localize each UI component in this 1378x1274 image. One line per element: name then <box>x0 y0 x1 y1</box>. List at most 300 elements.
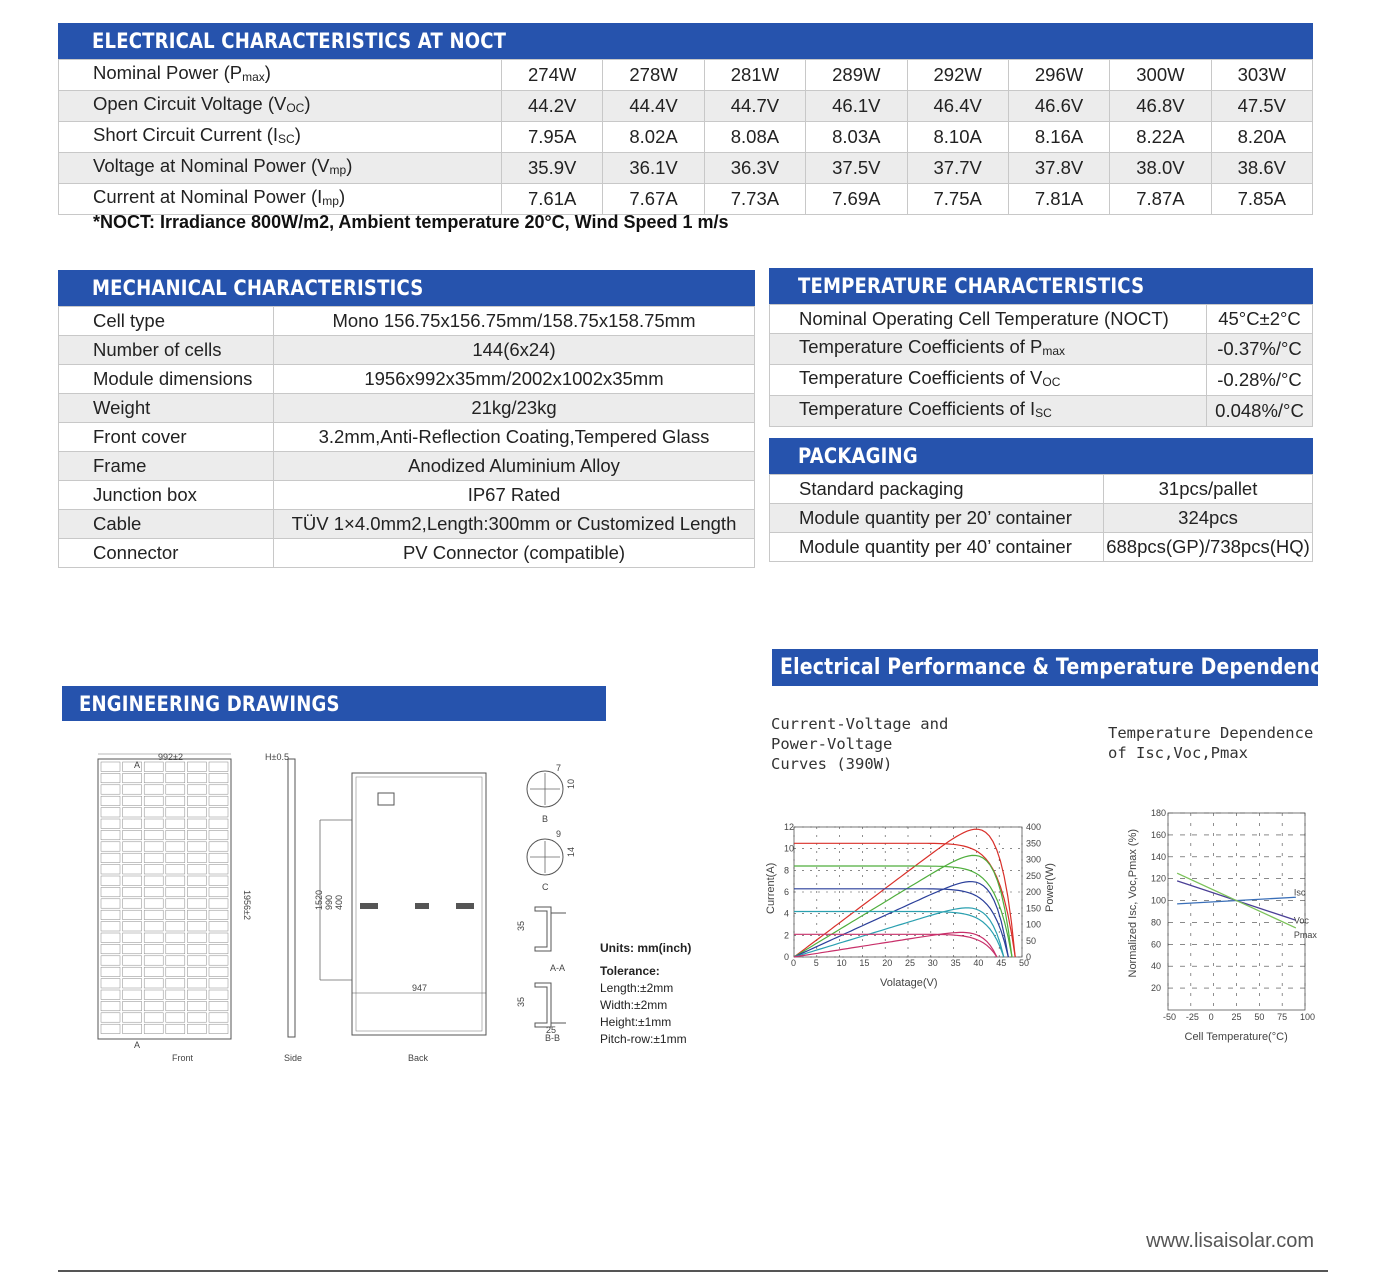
section-details <box>516 763 576 1043</box>
row-value: 8.08A <box>704 122 805 153</box>
row-value: 37.7V <box>907 153 1008 184</box>
svg-text:C: C <box>542 882 549 892</box>
label-subscript: SC <box>1035 406 1052 420</box>
row-value: 8.10A <box>907 122 1008 153</box>
solar-cell <box>123 830 142 839</box>
solar-cell <box>209 967 228 976</box>
table-row <box>59 423 755 452</box>
solar-cell <box>187 876 206 885</box>
y-tick-label: 0 <box>784 952 790 962</box>
solar-cell <box>101 899 120 908</box>
table-row <box>770 305 1313 334</box>
x-tick-label: 35 <box>950 958 961 968</box>
solar-cell <box>166 899 185 908</box>
solar-cell <box>101 910 120 919</box>
table-row <box>770 533 1313 562</box>
y-tick-label: 20 <box>1151 983 1162 994</box>
row-value: 278W <box>603 60 704 91</box>
row-label <box>59 60 502 91</box>
x-tick-label: 30 <box>927 958 938 968</box>
temp-chart <box>1120 805 1320 1045</box>
row-label <box>770 334 1207 365</box>
solar-cell <box>123 796 142 805</box>
y2-tick-label: 100 <box>1026 919 1042 930</box>
svg-text:947: 947 <box>412 983 428 993</box>
back-label: Back <box>408 1053 429 1063</box>
row-label <box>770 365 1207 396</box>
solar-cell <box>144 796 163 805</box>
y2-tick-label: 300 <box>1026 854 1042 865</box>
solar-cell <box>209 773 228 782</box>
solar-cell <box>101 830 120 839</box>
y-tick-label: 4 <box>784 908 790 919</box>
row-value: 38.6V <box>1211 153 1312 184</box>
label-text: Temperature Coefficients of I <box>799 398 1036 419</box>
y-tick-label: 140 <box>1151 851 1167 862</box>
svg-text:B: B <box>542 814 549 824</box>
x-tick-label: 20 <box>882 958 893 968</box>
y-tick-label: 80 <box>1151 917 1162 928</box>
label-text: Open Circuit Voltage (V <box>93 93 287 114</box>
solar-cell <box>209 830 228 839</box>
solar-cell <box>144 808 163 817</box>
solar-cell <box>123 1001 142 1010</box>
table-row <box>59 184 1313 215</box>
solar-cell <box>101 808 120 817</box>
solar-cell <box>101 785 120 794</box>
front-height-dim: 1956±2 <box>242 890 252 920</box>
table-row <box>59 336 755 365</box>
y2-tick-label: 0 <box>1026 952 1032 962</box>
y-tick-label: 8 <box>784 865 790 876</box>
y-tick-label: 100 <box>1151 895 1167 906</box>
row-value: PV Connector (compatible) <box>274 539 755 568</box>
y2-axis-label: Power(W) <box>1044 863 1056 912</box>
solar-cell <box>123 956 142 965</box>
solar-cell <box>209 762 228 771</box>
y-tick-label: 60 <box>1151 939 1162 950</box>
solar-cell <box>187 899 206 908</box>
row-label: Weight <box>59 394 274 423</box>
table-row <box>59 307 755 336</box>
row-value: 37.5V <box>806 153 907 184</box>
label-subscript: max <box>1042 344 1066 358</box>
solar-cell <box>123 933 142 942</box>
row-label: Junction box <box>59 481 274 510</box>
y-axis-label: Current(A) <box>765 862 777 914</box>
table-row <box>59 539 755 568</box>
row-label: Cable <box>59 510 274 539</box>
row-value: 46.1V <box>806 91 907 122</box>
y-tick-label: 10 <box>784 843 795 854</box>
solar-cell <box>123 808 142 817</box>
engineering-header: ENGINEERING DRAWINGS <box>62 686 606 721</box>
solar-cell <box>144 762 163 771</box>
y-tick-label: 12 <box>784 822 795 832</box>
row-value: 44.7V <box>704 91 805 122</box>
noct-note: *NOCT: Irradiance 800W/m2, Ambient temperature 20°C, Wind Speed 1 m/s <box>93 212 729 232</box>
table-row <box>59 394 755 423</box>
table-row <box>770 396 1313 427</box>
footer-divider <box>58 1270 1328 1272</box>
label-end: ) <box>264 62 271 83</box>
solar-cell <box>187 796 206 805</box>
solar-cell <box>209 853 228 862</box>
row-value: 44.4V <box>603 91 704 122</box>
solar-cell <box>187 808 206 817</box>
solar-cell <box>144 887 163 896</box>
y2-tick-label: 400 <box>1026 822 1042 832</box>
row-value: 8.16A <box>1008 122 1109 153</box>
table-row <box>59 122 1313 153</box>
solar-cell <box>101 819 120 828</box>
solar-cell <box>166 762 185 771</box>
x-tick-label: 45 <box>996 958 1007 968</box>
series-label: Isc <box>1293 887 1306 898</box>
solar-cell <box>144 865 163 874</box>
row-value: IP67 Rated <box>274 481 755 510</box>
row-value: 1956x992x35mm/2002x1002x35mm <box>274 365 755 394</box>
x-tick-label: 50 <box>1019 958 1030 968</box>
iv-curve <box>794 934 997 957</box>
mechanical-header: MECHANICAL CHARACTERISTICS <box>58 270 755 306</box>
svg-text:10: 10 <box>566 778 576 789</box>
x-tick-label: 0 <box>1208 1012 1214 1022</box>
row-label: Module quantity per 40’ container <box>770 533 1104 562</box>
solar-cell <box>144 1024 163 1033</box>
svg-text:7: 7 <box>556 763 562 773</box>
solar-cell <box>144 990 163 999</box>
engineering-drawings <box>90 745 600 1075</box>
y2-tick-label: 50 <box>1026 935 1037 946</box>
solar-cell <box>166 1001 185 1010</box>
solar-cell <box>209 944 228 953</box>
x-tick-label: 25 <box>905 958 916 968</box>
solar-cell <box>209 796 228 805</box>
side-view <box>265 752 302 1063</box>
row-label: Front cover <box>59 423 274 452</box>
solar-cell <box>209 956 228 965</box>
table-row <box>59 60 1313 91</box>
row-label: Module quantity per 20’ container <box>770 504 1104 533</box>
solar-cell <box>166 990 185 999</box>
solar-cell <box>187 922 206 931</box>
packaging-header: PACKAGING <box>769 438 1313 474</box>
label-subscript: OC <box>1042 375 1061 389</box>
table-row <box>770 334 1313 365</box>
x-tick-label: 50 <box>1254 1012 1265 1022</box>
y2-tick-label: 350 <box>1026 838 1042 849</box>
solar-cell <box>209 819 228 828</box>
solar-cell <box>123 819 142 828</box>
row-value: 36.1V <box>603 153 704 184</box>
solar-cell <box>209 899 228 908</box>
y2-tick-label: 250 <box>1026 870 1042 881</box>
solar-cell <box>123 922 142 931</box>
solar-cell <box>209 922 228 931</box>
solar-cell <box>101 762 120 771</box>
solar-cell <box>123 865 142 874</box>
y2-tick-label: 150 <box>1026 903 1042 914</box>
solar-cell <box>123 887 142 896</box>
solar-cell <box>101 922 120 931</box>
side-label: Side <box>284 1053 303 1063</box>
solar-cell <box>123 990 142 999</box>
label-end: ) <box>304 93 311 114</box>
y-tick-label: 2 <box>784 930 790 941</box>
solar-cell <box>144 922 163 931</box>
solar-cell <box>166 819 185 828</box>
row-value: 31pcs/pallet <box>1104 475 1313 504</box>
solar-cell <box>209 808 228 817</box>
row-value: 7.95A <box>502 122 603 153</box>
row-value: 46.6V <box>1008 91 1109 122</box>
solar-cell <box>144 899 163 908</box>
row-label <box>59 91 502 122</box>
label-text: Current at Nominal Power (I <box>93 186 323 207</box>
solar-cell <box>166 967 185 976</box>
table-row <box>59 510 755 539</box>
solar-cell <box>187 819 206 828</box>
solar-cell <box>101 933 120 942</box>
row-value: 281W <box>704 60 805 91</box>
solar-cell <box>209 933 228 942</box>
row-value: 35.9V <box>502 153 603 184</box>
solar-cell <box>166 1013 185 1022</box>
table-row <box>59 91 1313 122</box>
solar-cell <box>123 785 142 794</box>
row-value: 296W <box>1008 60 1109 91</box>
solar-cell <box>123 773 142 782</box>
label-subscript: SC <box>278 132 295 146</box>
solar-cell <box>144 830 163 839</box>
row-value: Anodized Aluminium Alloy <box>274 452 755 481</box>
solar-cell <box>166 887 185 896</box>
row-value: 46.4V <box>907 91 1008 122</box>
temperature-table <box>769 304 1313 427</box>
y-tick-label: 160 <box>1151 829 1167 840</box>
label-text: Nominal Power (P <box>93 62 243 83</box>
solar-cell <box>101 944 120 953</box>
solar-cell <box>187 762 206 771</box>
solar-cell <box>123 967 142 976</box>
solar-cell <box>101 967 120 976</box>
mechanical-table <box>58 306 755 568</box>
row-value: 7.69A <box>806 184 907 215</box>
solar-cell <box>123 910 142 919</box>
series-label: Pmax <box>1293 929 1317 940</box>
plot-frame <box>1168 813 1305 1010</box>
solar-cell <box>101 865 120 874</box>
iv-chart <box>760 815 1060 995</box>
svg-text:990: 990 <box>324 894 334 910</box>
row-value: 7.73A <box>704 184 805 215</box>
solar-cell <box>101 1013 120 1022</box>
x-tick-label: -50 <box>1163 1012 1177 1022</box>
row-value: 7.85A <box>1211 184 1312 215</box>
solar-cell <box>187 967 206 976</box>
solar-cell <box>187 853 206 862</box>
solar-cell <box>144 1001 163 1010</box>
row-label: Connector <box>59 539 274 568</box>
table-row <box>770 504 1313 533</box>
svg-text:H±0.5: H±0.5 <box>265 752 289 762</box>
row-value: 7.61A <box>502 184 603 215</box>
solar-cell <box>123 842 142 851</box>
solar-cell <box>209 876 228 885</box>
label-text: Short Circuit Current (I <box>93 124 279 145</box>
row-value: 3.2mm,Anti-Reflection Coating,Tempered Glass <box>274 423 755 452</box>
solar-cell <box>123 944 142 953</box>
table-row <box>59 452 755 481</box>
label-end: ) <box>338 186 346 207</box>
solar-cell <box>101 1001 120 1010</box>
row-value: 44.2V <box>502 91 603 122</box>
solar-cell <box>187 990 206 999</box>
solar-cell <box>144 842 163 851</box>
row-value: 38.0V <box>1110 153 1211 184</box>
row-value: 0.048%/°C <box>1207 396 1313 427</box>
solar-cell <box>144 773 163 782</box>
solar-cell <box>187 933 206 942</box>
solar-cell <box>187 956 206 965</box>
solar-cell <box>187 910 206 919</box>
y-axis-label: Normalized Isc, Voc,Pmax (%) <box>1127 828 1139 978</box>
x-tick-label: 40 <box>973 958 984 968</box>
svg-text:A: A <box>134 1040 141 1050</box>
solar-cell <box>166 910 185 919</box>
solar-cell <box>101 979 120 988</box>
row-value: 7.81A <box>1008 184 1109 215</box>
row-value: 36.3V <box>704 153 805 184</box>
row-value: 7.67A <box>603 184 704 215</box>
x-tick-label: 10 <box>836 958 847 968</box>
row-value: -0.37%/°C <box>1207 334 1313 365</box>
row-value: 688pcs(GP)/738pcs(HQ) <box>1104 533 1313 562</box>
row-value: 45°C±2°C <box>1207 305 1313 334</box>
row-value: 303W <box>1211 60 1312 91</box>
table-row <box>770 365 1313 396</box>
row-value: 8.20A <box>1211 122 1312 153</box>
temp-caption: Temperature Dependence of Isc,Voc,Pmax <box>1108 724 1314 762</box>
solar-cell <box>144 944 163 953</box>
solar-cell <box>166 773 185 782</box>
solar-cell <box>166 944 185 953</box>
label-subscript: mp <box>329 163 347 177</box>
row-value: 292W <box>907 60 1008 91</box>
y-tick-label: 120 <box>1151 873 1167 884</box>
solar-cell <box>144 910 163 919</box>
solar-cell <box>123 1024 142 1033</box>
solar-cell <box>144 979 163 988</box>
row-value: Mono 156.75x156.75mm/158.75x158.75mm <box>274 307 755 336</box>
svg-text:400: 400 <box>334 894 344 910</box>
row-label <box>770 305 1207 334</box>
y-tick-label: 40 <box>1151 961 1162 972</box>
x-tick-label: 0 <box>791 958 797 968</box>
row-value: 324pcs <box>1104 504 1313 533</box>
packaging-table <box>769 474 1313 562</box>
solar-cell <box>144 933 163 942</box>
x-axis-label: Cell Temperature(°C) <box>1184 1031 1288 1043</box>
solar-cell <box>101 956 120 965</box>
table-row <box>59 481 755 510</box>
solar-cell <box>187 865 206 874</box>
label-text: Voltage at Nominal Power (V <box>93 155 330 176</box>
temperature-header: TEMPERATURE CHARACTERISTICS <box>769 268 1313 304</box>
solar-cell <box>123 853 142 862</box>
svg-text:1520: 1520 <box>314 889 324 910</box>
solar-cell <box>101 1024 120 1033</box>
solar-cell <box>187 979 206 988</box>
row-label <box>770 396 1207 427</box>
svg-text:9: 9 <box>556 829 562 839</box>
row-value: 7.87A <box>1110 184 1211 215</box>
solar-cell <box>101 773 120 782</box>
solar-cell <box>101 796 120 805</box>
row-value: 300W <box>1110 60 1211 91</box>
footer-url[interactable]: www.lisaisolar.com <box>1146 1230 1314 1252</box>
solar-cell <box>209 887 228 896</box>
electrical-table <box>58 59 1313 215</box>
solar-cell <box>144 876 163 885</box>
svg-text:35: 35 <box>516 996 526 1007</box>
front-width-dim: 992±2 <box>158 752 183 762</box>
solar-cell <box>144 819 163 828</box>
svg-text:A: A <box>134 760 141 770</box>
x-tick-label: 75 <box>1277 1012 1288 1022</box>
solar-cell <box>166 922 185 931</box>
row-label: Standard packaging <box>770 475 1104 504</box>
solar-cell <box>144 853 163 862</box>
label-text: Temperature Coefficients of P <box>799 336 1043 357</box>
solar-cell <box>166 933 185 942</box>
back-view <box>314 773 486 1063</box>
svg-text:B-B: B-B <box>545 1033 561 1043</box>
solar-cell <box>187 887 206 896</box>
solar-cell <box>123 1013 142 1022</box>
label-text: Nominal Operating Cell Temperature (NOCT) <box>799 308 1169 329</box>
solar-cell <box>187 785 206 794</box>
table-row <box>770 475 1313 504</box>
row-value: 46.8V <box>1110 91 1211 122</box>
table-row <box>59 365 755 394</box>
solar-cell <box>209 979 228 988</box>
solar-cell <box>166 853 185 862</box>
x-tick-label: 25 <box>1231 1012 1242 1022</box>
x-tick-label: -25 <box>1185 1012 1199 1022</box>
electrical-header: ELECTRICAL CHARACTERISTICS AT NOCT <box>58 23 1313 59</box>
solar-cell <box>144 956 163 965</box>
solar-cell <box>209 990 228 999</box>
row-value: 144(6x24) <box>274 336 755 365</box>
solar-cell <box>166 842 185 851</box>
table-row <box>59 153 1313 184</box>
label-end: ) <box>294 124 301 145</box>
solar-cell <box>101 876 120 885</box>
svg-text:35: 35 <box>516 920 526 931</box>
label-end: ) <box>346 155 353 176</box>
solar-cell <box>187 944 206 953</box>
solar-cell <box>187 773 206 782</box>
row-label: Frame <box>59 452 274 481</box>
solar-cell <box>187 1001 206 1010</box>
y-tick-label: 6 <box>784 887 790 897</box>
series-label: Voc <box>1293 915 1309 926</box>
x-tick-label: 100 <box>1300 1012 1316 1022</box>
solar-cell <box>166 785 185 794</box>
row-value: -0.28%/°C <box>1207 365 1313 396</box>
